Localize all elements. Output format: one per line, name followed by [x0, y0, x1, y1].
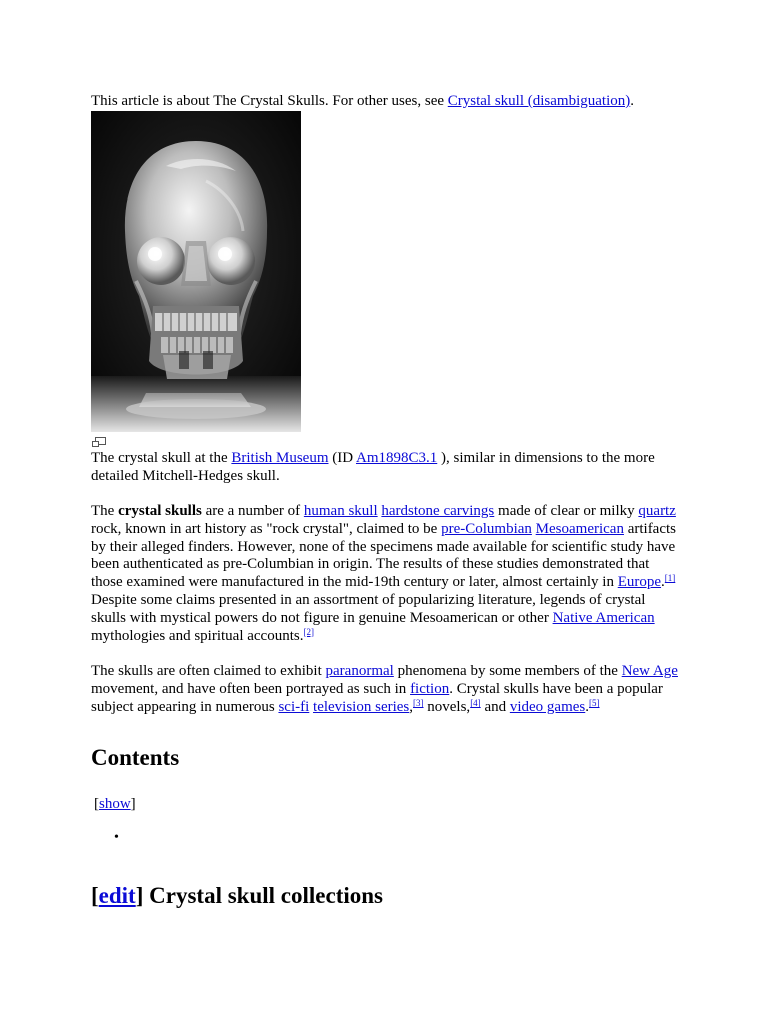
caption-text: (ID [328, 450, 356, 466]
body-text: are a number of [201, 503, 304, 519]
article-body [91, 92, 683, 911]
body-text: phenomena by some members of the [393, 663, 622, 680]
human-skull-link[interactable]: human skull [303, 503, 378, 519]
figure-caption [91, 449, 683, 485]
culture-paragraph [91, 663, 683, 716]
television-series-link[interactable]: television series [313, 698, 410, 715]
magnify-clip-icon[interactable] [91, 436, 107, 449]
body-text: The skulls are often claimed to exhibit [91, 663, 326, 680]
reference-2-link[interactable]: [2] [303, 626, 314, 637]
section-title: Crystal skull collections [143, 882, 383, 908]
body-text: novels, [423, 698, 471, 715]
edit-bracket-open: [ [91, 882, 99, 908]
new-age-link[interactable]: New Age [621, 663, 678, 680]
reference-1-link[interactable]: [1] [664, 573, 676, 584]
body-text: made of clear or milky [494, 503, 639, 519]
hatnote-text: This article is about The Crystal Skulls. For other uses, see [91, 93, 448, 109]
body-text: rock, known in art history as "rock crystal", claimed to be [91, 520, 442, 537]
sci-fi-link[interactable]: sci-fi [278, 698, 310, 715]
quartz-link[interactable]: quartz [638, 503, 676, 519]
toc-list [91, 829, 683, 849]
toc-bracket-open: [ [94, 795, 99, 812]
body-text: . [585, 698, 590, 715]
contents-heading: Contents [91, 744, 180, 770]
body-text: and [480, 698, 510, 715]
europe-link[interactable]: Europe [617, 574, 662, 591]
skull-photo-icon [91, 111, 301, 432]
british-museum-link[interactable]: British Museum [231, 450, 329, 466]
reference-3-link[interactable]: [3] [413, 697, 424, 708]
body-text: . Crystal skulls have been a popular subject appearing in numerous [91, 681, 663, 715]
article-subject: crystal skulls [118, 503, 202, 519]
body-text: movement, and have often been portrayed as such in [91, 681, 411, 698]
toc-bullet: • [114, 829, 119, 845]
body-text: , [409, 698, 414, 715]
mesoamerican-link[interactable]: Mesoamerican [535, 520, 624, 537]
intro-paragraph [91, 503, 683, 645]
edit-section-link[interactable]: edit [98, 882, 136, 908]
reference-5-link[interactable]: [5] [589, 697, 600, 708]
body-text: The [91, 503, 119, 519]
edit-bracket-close: ] [135, 882, 144, 908]
native-american-link[interactable]: Native American [552, 609, 655, 626]
body-text: Despite some claims presented in an assortment of popularizing literature, legends of crystal skulls with mystical powers do not figure in genuine Mesoamerican or other [91, 591, 646, 626]
video-games-link[interactable]: video games [509, 698, 586, 715]
museum-id-link[interactable]: Am1898C3.1 [355, 450, 438, 466]
body-text: artifacts by their alleged finders. However, none of the specimens made available for scientific study have been authenticated as pre-Columbian in origin. The results of these studies demonstrated that those examined were manufactured in the mid-19th century or later, almost certainly in [91, 520, 677, 591]
skull-photo[interactable] [91, 111, 301, 432]
hatnote-end: . [630, 93, 634, 109]
caption-text: The crystal skull at the [91, 450, 232, 466]
disambiguation-link[interactable]: Crystal skull (disambiguation) [447, 93, 631, 109]
fiction-link[interactable]: fiction [410, 681, 450, 698]
section-heading [91, 881, 683, 911]
pre-columbian-link[interactable]: pre-Columbian [441, 520, 532, 537]
hardstone-carvings-link[interactable]: hardstone carvings [381, 503, 495, 519]
toc-bracket-close: ] [130, 795, 136, 812]
paranormal-link[interactable]: paranormal [325, 663, 394, 680]
reference-4-link[interactable]: [4] [470, 697, 481, 708]
toc-toggle [94, 795, 683, 813]
toc-show-link[interactable]: show [99, 795, 131, 812]
body-text: mythologies and spiritual accounts. [91, 627, 304, 644]
hatnote [91, 92, 683, 111]
body-text: . [661, 574, 665, 591]
caption-text: ), similar in dimensions to the more detailed Mitchell-Hedges skull. [91, 450, 655, 484]
